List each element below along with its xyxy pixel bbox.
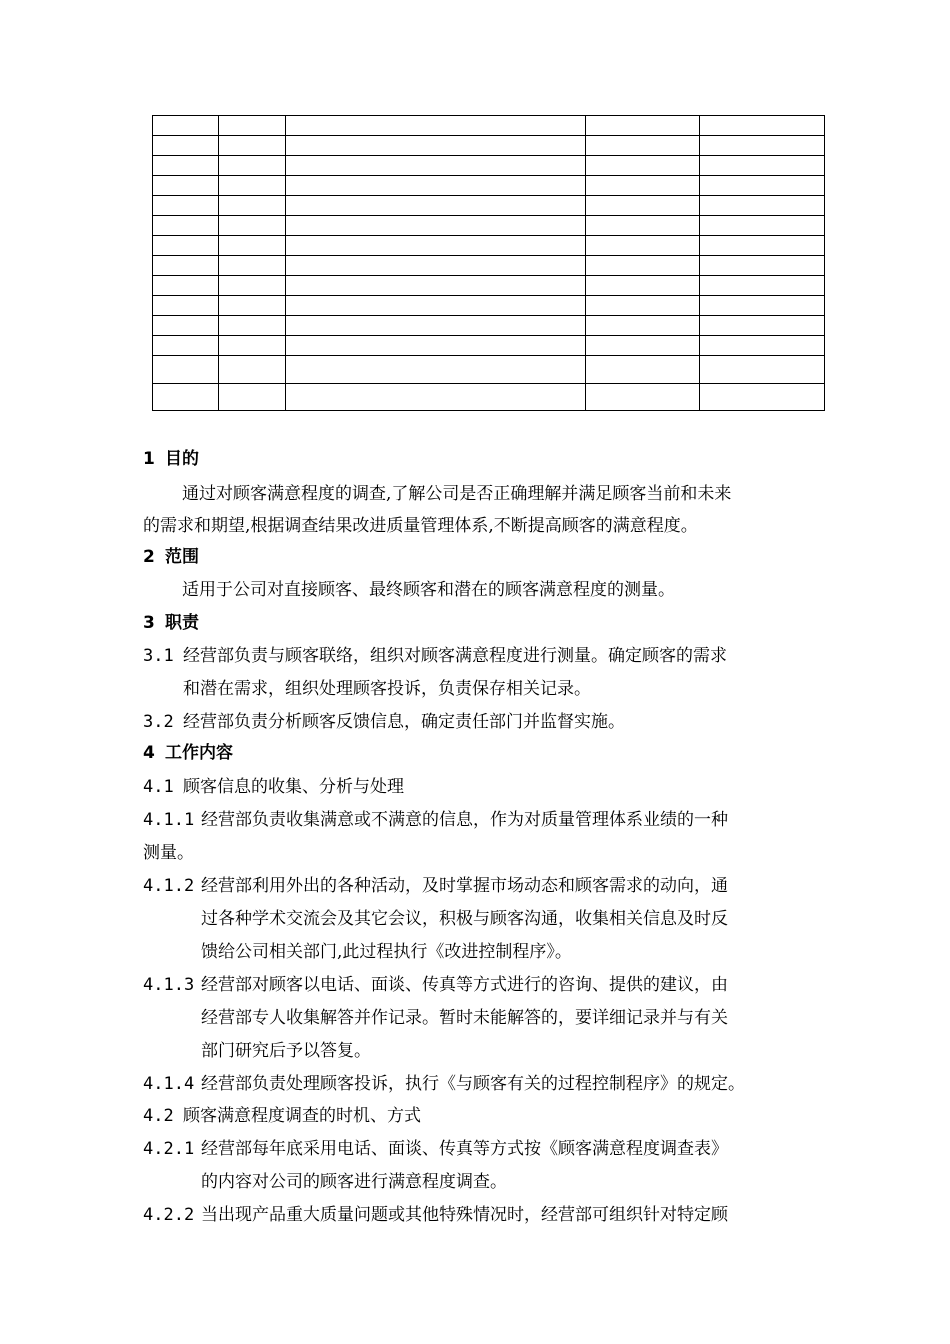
paragraph-line: 的内容对公司的顾客进行满意程度调查。 (201, 1172, 507, 1192)
table-row (153, 356, 825, 384)
table-cell (286, 156, 586, 176)
table-cell (153, 216, 219, 236)
paragraph-line: 和潜在需求，组织处理顾客投诉，负责保存相关记录。 (183, 679, 591, 699)
item-number: 4.1.2 (143, 876, 195, 896)
item-text: 经营部每年底采用电话、面谈、传真等方式按《顾客满意程度调查表》 (201, 1139, 728, 1159)
table-cell (219, 196, 286, 216)
item-text: 经营部负责与顾客联络，组织对顾客满意程度进行测量。确定顾客的需求 (183, 646, 727, 666)
table-cell (286, 116, 586, 136)
table-cell (153, 196, 219, 216)
table-cell (700, 256, 825, 276)
table-cell (153, 384, 219, 411)
table-cell (586, 256, 700, 276)
paragraph-line: 测量。 (143, 843, 194, 863)
paragraph-line: 过各种学术交流会及其它会议，积极与顾客沟通，收集相关信息及时反 (201, 909, 728, 929)
list-item-3-2 (143, 712, 625, 732)
table-cell (219, 156, 286, 176)
table-row (153, 116, 825, 136)
item-text: 经营部利用外出的各种活动，及时掌握市场动态和顾客需求的动向，通 (201, 876, 728, 896)
list-item-4-2-1 (143, 1139, 728, 1159)
section-title: 目的 (165, 449, 199, 469)
section-3-heading (143, 613, 199, 633)
item-number: 4.2.1 (143, 1139, 195, 1159)
table-cell (153, 296, 219, 316)
table-row (153, 296, 825, 316)
item-text: 经营部负责收集满意或不满意的信息，作为对质量管理体系业绩的一种 (201, 810, 728, 830)
revision-table (152, 115, 825, 411)
list-item-4-1-3 (143, 975, 728, 995)
table-cell (153, 116, 219, 136)
item-number: 4.1 (143, 777, 174, 797)
table-cell (286, 296, 586, 316)
table-cell (153, 176, 219, 196)
table-cell (700, 236, 825, 256)
item-number: 4.2.2 (143, 1205, 195, 1225)
table-cell (219, 136, 286, 156)
table-row (153, 216, 825, 236)
table-cell (219, 384, 286, 411)
list-item-4-1-4 (143, 1074, 745, 1094)
paragraph-line: 的需求和期望,根据调查结果改进质量管理体系,不断提高顾客的满意程度。 (143, 516, 698, 536)
table-cell (153, 276, 219, 296)
item-number: 4.1.4 (143, 1074, 195, 1094)
table-cell (219, 356, 286, 384)
table-cell (700, 216, 825, 236)
section-number: 1 (143, 449, 155, 469)
table-cell (586, 176, 700, 196)
table-cell (586, 196, 700, 216)
table-row (153, 256, 825, 276)
table-cell (286, 196, 586, 216)
table-cell (700, 136, 825, 156)
table-cell (219, 296, 286, 316)
table-cell (700, 384, 825, 411)
item-text: 顾客信息的收集、分析与处理 (183, 777, 404, 797)
item-text: 经营部负责分析顾客反馈信息，确定责任部门并监督实施。 (183, 712, 625, 732)
item-text: 经营部负责处理顾客投诉，执行《与顾客有关的过程控制程序》的规定。 (201, 1074, 745, 1094)
table-cell (153, 256, 219, 276)
table-cell (586, 316, 700, 336)
table-cell (586, 276, 700, 296)
table-cell (700, 196, 825, 216)
table-cell (700, 156, 825, 176)
table-cell (586, 236, 700, 256)
item-number: 3.2 (143, 712, 174, 732)
table-cell (700, 356, 825, 384)
table-cell (219, 336, 286, 356)
subsection-4-2 (143, 1106, 421, 1126)
paragraph-line: 馈给公司相关部门,此过程执行《改进控制程序》。 (201, 942, 572, 962)
table-cell (286, 256, 586, 276)
section-title: 范围 (165, 547, 199, 567)
table-cell (586, 216, 700, 236)
table-row (153, 276, 825, 296)
list-item-4-2-2 (143, 1205, 728, 1225)
table-cell (153, 336, 219, 356)
section-4-heading (143, 743, 233, 763)
table-cell (153, 316, 219, 336)
table-cell (700, 336, 825, 356)
table-row (153, 156, 825, 176)
table-cell (286, 136, 586, 156)
table-cell (286, 316, 586, 336)
section-number: 2 (143, 547, 155, 567)
section-number: 4 (143, 743, 155, 763)
list-item-4-1-2 (143, 876, 728, 896)
section-title: 职责 (165, 613, 199, 633)
item-text: 顾客满意程度调查的时机、方式 (183, 1106, 421, 1126)
table-cell (586, 384, 700, 411)
table-cell (153, 136, 219, 156)
table-row (153, 196, 825, 216)
paragraph-line: 通过对顾客满意程度的调查,了解公司是否正确理解并满足顾客当前和未来 (182, 484, 732, 504)
item-text: 当出现产品重大质量问题或其他特殊情况时，经营部可组织针对特定顾 (201, 1205, 728, 1225)
table-cell (286, 276, 586, 296)
table-cell (586, 356, 700, 384)
table-row (153, 384, 825, 411)
table-cell (153, 236, 219, 256)
table-cell (219, 316, 286, 336)
table-row (153, 176, 825, 196)
table-cell (286, 336, 586, 356)
table-cell (219, 236, 286, 256)
table-cell (586, 296, 700, 316)
table-cell (219, 116, 286, 136)
table-cell (286, 216, 586, 236)
table-cell (286, 356, 586, 384)
table-cell (700, 116, 825, 136)
section-number: 3 (143, 613, 155, 633)
table-cell (286, 236, 586, 256)
table-row (153, 236, 825, 256)
paragraph-line: 适用于公司对直接顾客、最终顾客和潜在的顾客满意程度的测量。 (182, 580, 675, 600)
table-cell (586, 156, 700, 176)
table-cell (586, 136, 700, 156)
item-number: 4.1.1 (143, 810, 195, 830)
item-number: 4.1.3 (143, 975, 195, 995)
table-cell (700, 176, 825, 196)
table-cell (586, 336, 700, 356)
section-2-heading (143, 547, 199, 567)
section-title: 工作内容 (165, 743, 233, 763)
table-row (153, 336, 825, 356)
table-cell (700, 296, 825, 316)
table-cell (153, 156, 219, 176)
table-cell (219, 216, 286, 236)
list-item-3-1 (143, 646, 727, 666)
table-cell (700, 276, 825, 296)
paragraph-line: 部门研究后予以答复。 (201, 1041, 371, 1061)
table-cell (153, 356, 219, 384)
table-cell (586, 116, 700, 136)
table-cell (219, 276, 286, 296)
table-row (153, 316, 825, 336)
item-text: 经营部对顾客以电话、面谈、传真等方式进行的咨询、提供的建议，由 (201, 975, 728, 995)
table-cell (286, 384, 586, 411)
table-cell (286, 176, 586, 196)
item-number: 4.2 (143, 1106, 174, 1126)
subsection-4-1 (143, 777, 404, 797)
item-number: 3.1 (143, 646, 174, 666)
table-row (153, 136, 825, 156)
table-cell (219, 176, 286, 196)
table-cell (700, 316, 825, 336)
list-item-4-1-1 (143, 810, 728, 830)
table-cell (219, 256, 286, 276)
section-1-heading (143, 449, 199, 469)
paragraph-line: 经营部专人收集解答并作记录。暂时未能解答的，要详细记录并与有关 (201, 1008, 728, 1028)
